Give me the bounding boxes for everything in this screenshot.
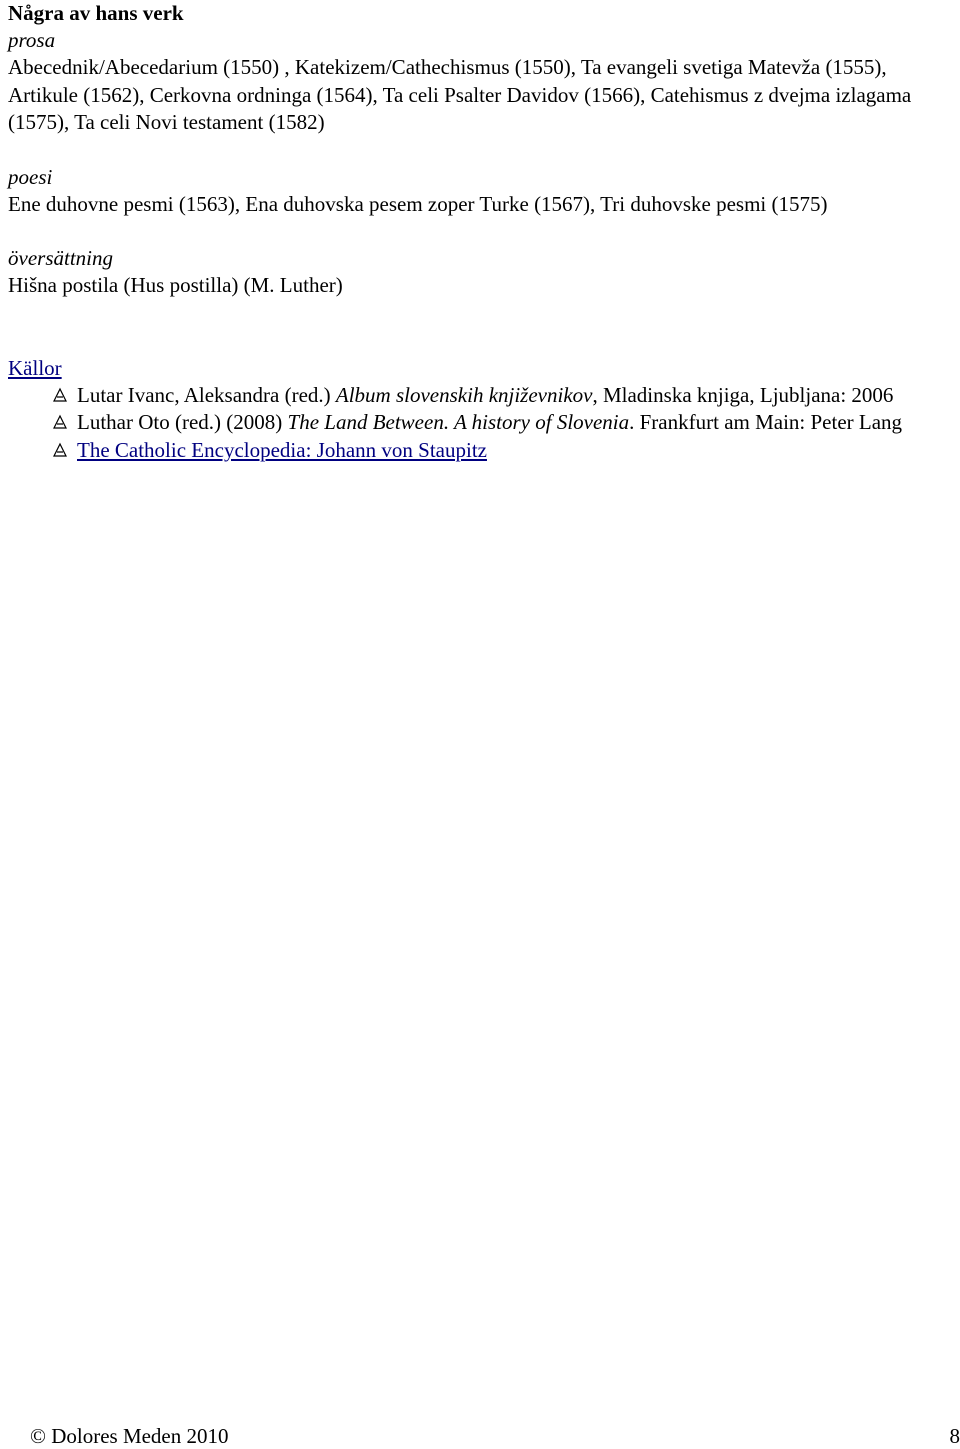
- triangle-bullet-icon: [52, 384, 68, 404]
- sources-list: [8, 382, 958, 465]
- prosa-works: Abecednik/Abecedarium (1550) , Katekizem/Cathechismus (1550), Ta evangeli svetiga Matevža (1555), Artikule (1562), Cerkovna ordninga (1564), Ta celi Psalter Davidov (1566), Catehismus z dvejma izlagama (1575), Ta celi Novi testament (1582): [8, 54, 958, 137]
- spacer: [8, 218, 958, 245]
- oversattning-works: Hišna postila (Hus postilla) (M. Luther): [8, 272, 958, 300]
- reference-title: Album slovenskih književnikov: [336, 383, 593, 407]
- prosa-label: prosa: [8, 27, 958, 54]
- poesi-label: poesi: [8, 164, 958, 191]
- list-item: [8, 409, 958, 437]
- spacer: [8, 300, 958, 355]
- list-item: [8, 382, 958, 410]
- reference-text: Lutar Ivanc, Aleksandra (red.): [77, 383, 336, 407]
- sources-heading: Källor: [8, 355, 958, 382]
- copyright-notice: © Dolores Meden 2010: [30, 1423, 229, 1449]
- section-heading: Några av hans verk: [8, 0, 958, 27]
- triangle-bullet-icon: [52, 439, 68, 459]
- reference-text: Luthar Oto (red.) (2008): [77, 410, 288, 434]
- list-item: [8, 437, 958, 465]
- spacer: [8, 137, 958, 164]
- reference-publisher: . Frankfurt am Main: Peter Lang: [629, 410, 902, 434]
- oversattning-label: översättning: [8, 245, 958, 272]
- poesi-works: Ene duhovne pesmi (1563), Ena duhovska pesem zoper Turke (1567), Tri duhovske pesmi (1575): [8, 191, 958, 219]
- document-body: [8, 0, 958, 464]
- page-number: 8: [950, 1423, 960, 1449]
- reference-title: The Land Between. A history of Slovenia: [288, 410, 630, 434]
- catholic-encyclopedia-link[interactable]: The Catholic Encyclopedia: Johann von Staupitz: [77, 438, 487, 462]
- triangle-bullet-icon: [52, 411, 68, 431]
- reference-publisher: , Mladinska knjiga, Ljubljana: 2006: [592, 383, 893, 407]
